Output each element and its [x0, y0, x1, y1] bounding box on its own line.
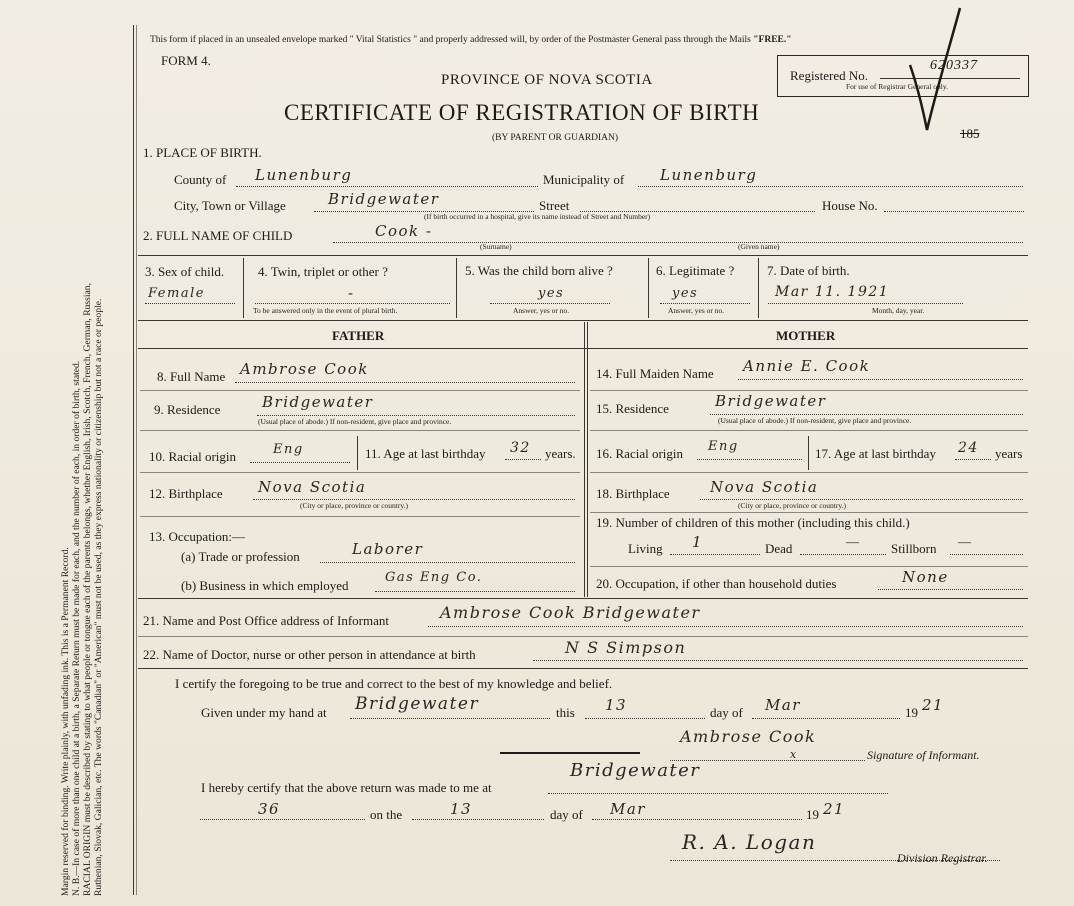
mother-birthplace-line: [700, 499, 1023, 500]
year-suffix: 21: [922, 696, 945, 714]
reg-month-value: Mar: [610, 800, 646, 818]
father-occupation-label: 13. Occupation:—: [149, 529, 246, 544]
father-residence-label: 9. Residence: [154, 402, 221, 417]
house-line: [884, 211, 1024, 212]
mother-residence-label: 15. Residence: [596, 401, 669, 416]
registered-value: 620337: [930, 58, 978, 73]
mother-heading: MOTHER: [776, 328, 836, 343]
father-birthplace-line: [253, 499, 575, 500]
dob-line: [768, 303, 963, 304]
father-age-unit: years.: [545, 446, 576, 461]
reg-number-value: 36: [258, 800, 281, 818]
row-3-top-rule: [138, 255, 1028, 256]
dead-label: Dead: [765, 541, 793, 556]
registrar-place-value: Bridgewater: [570, 760, 701, 781]
father-row-rule-1: [140, 390, 580, 391]
informant-mark-rule: [500, 752, 640, 754]
mother-birthplace-label: 18. Birthplace: [596, 486, 670, 501]
mother-racial-label: 16. Racial origin: [596, 446, 684, 461]
registrar-statement: I hereby certify that the above return was made to me at: [201, 780, 492, 795]
city-value: Bridgewater: [328, 190, 440, 208]
dob-label: 7. Date of birth.: [767, 263, 850, 278]
mother-racial-divider: [808, 436, 809, 470]
registrar-signature: R. A. Logan: [682, 830, 817, 854]
informant-label: 21. Name and Post Office address of Informant: [143, 613, 389, 628]
registrar-caption: Division Registrar.: [897, 851, 988, 865]
reg-year-prefix: 19: [806, 807, 819, 822]
mother-name-line: [738, 379, 1023, 380]
divider-4-5: [456, 258, 457, 318]
father-birthplace-value: Nova Scotia: [258, 478, 367, 496]
street-label: Street: [539, 198, 570, 213]
legitimate-caption: Answer, yes or no.: [668, 306, 725, 315]
living-value: 1: [692, 533, 704, 551]
father-business-line: [375, 591, 575, 592]
house-label: House No.: [822, 198, 878, 213]
binding-rule-2: [136, 25, 137, 895]
this-day-value: 13: [605, 696, 628, 714]
reg-number-line: [200, 819, 365, 820]
child-name-heading: 2. FULL NAME OF CHILD: [143, 228, 293, 243]
mother-birthplace-value: Nova Scotia: [710, 478, 819, 496]
municipality-value: Lunenburg: [660, 166, 758, 184]
father-name-label: 8. Full Name: [157, 369, 226, 384]
certify-statement: I certify the foregoing to be true and correct to the best of my knowledge and belief.: [175, 676, 613, 691]
dead-line: [800, 554, 886, 555]
binding-rule: [133, 25, 134, 895]
mother-residence-line: [710, 414, 1023, 415]
reg-day-of-label: day of: [550, 807, 583, 822]
informant-rule: [138, 636, 1028, 637]
father-birthplace-caption: (City or place, province or country.): [300, 501, 409, 510]
child-name-line: [333, 242, 1023, 243]
born-alive-caption: Answer, yes or no.: [513, 306, 570, 315]
mother-name-value: Annie E. Cook: [743, 357, 871, 375]
margin-line-2: N. B.—In case of more than one child at a birth, a Separate Return must be made for each, and the number of each, in order of birth, stated.: [71, 360, 82, 896]
mail-notice-free: "FREE.": [753, 35, 792, 45]
twin-line: [255, 303, 450, 304]
father-birthplace-label: 12. Birthplace: [149, 486, 223, 501]
father-name-line: [235, 382, 575, 383]
twin-caption: To be answered only in the event of plural birth.: [253, 306, 398, 315]
father-row-rule-3: [140, 472, 580, 473]
father-age-line: [505, 459, 541, 460]
informant-mark: x: [790, 748, 798, 761]
father-trade-label: (a) Trade or profession: [181, 549, 300, 564]
stillborn-line: [950, 554, 1023, 555]
informant-value: Ambrose Cook Bridgewater: [440, 603, 701, 622]
stillborn-value: —: [958, 534, 971, 549]
registrar-place-line: [548, 793, 888, 794]
row-3-bottom-rule: [138, 320, 1028, 321]
month-value: Mar: [765, 696, 801, 714]
father-row-rule-2: [140, 430, 580, 431]
father-age-label: 11. Age at last birthday: [365, 446, 486, 461]
father-racial-line: [250, 462, 350, 463]
informant-line: [428, 626, 1023, 627]
year-prefix: 19: [905, 705, 918, 720]
dob-value: Mar 11. 1921: [775, 284, 890, 300]
child-surname-value: Cook -: [375, 222, 433, 240]
parents-divider: [584, 322, 585, 597]
day-of-label: day of: [710, 705, 743, 720]
born-alive-line: [490, 303, 610, 304]
living-label: Living: [628, 541, 663, 556]
margin-line-1: Margin reserved for binding. Write plainly, with unfading ink. This is a Permanent Record.: [60, 547, 71, 896]
margin-line-4: Ruthenian, Slovak, Galician, etc. The words "Canadian" or "American" must not be used, as they express nationality or citizenship but not a race or people.: [93, 298, 104, 896]
father-trade-line: [320, 562, 575, 563]
this-label: this: [556, 705, 575, 720]
divider-5-6: [648, 258, 649, 318]
county-label: County of: [174, 172, 227, 187]
doctor-label: 22. Name of Doctor, nurse or other person in attendance at birth: [143, 647, 476, 662]
given-place-line: [350, 718, 550, 719]
surname-caption: (Surname): [480, 242, 512, 251]
mother-occupation-value: None: [902, 568, 949, 586]
mother-age-value: 24: [958, 440, 979, 456]
place-of-birth-heading: 1. PLACE OF BIRTH.: [143, 145, 262, 160]
father-name-value: Ambrose Cook: [240, 360, 369, 378]
dead-value: —: [846, 534, 859, 549]
reg-year-suffix: 21: [823, 800, 846, 818]
father-racial-divider: [357, 436, 358, 470]
sex-value: Female: [148, 286, 205, 301]
doctor-rule: [138, 668, 1028, 669]
given-label: Given under my hand at: [201, 705, 327, 720]
doctor-value: N S Simpson: [565, 638, 687, 657]
divider-3-4: [243, 258, 244, 318]
signature-caption: Signature of Informant.: [867, 748, 980, 762]
reg-month-line: [592, 819, 802, 820]
born-alive-label: 5. Was the child born alive ?: [465, 263, 613, 278]
given-place-value: Bridgewater: [355, 694, 480, 714]
father-trade-value: Laborer: [352, 540, 424, 558]
certificate-title: CERTIFICATE OF REGISTRATION OF BIRTH: [284, 100, 760, 125]
mother-age-unit: years: [995, 446, 1023, 461]
month-line: [752, 718, 900, 719]
father-racial-label: 10. Racial origin: [149, 449, 237, 464]
margin-line-3: RACIAL ORIGIN must be described by stating to what people or tongue each of the parents belongs, whether English, Irish, Scotch, French, German, Russian,: [82, 283, 93, 896]
parents-bottom-rule: [138, 598, 1028, 599]
twin-value: -: [348, 284, 355, 302]
mother-occupation-line: [878, 589, 1023, 590]
registered-label: Registered No.: [790, 68, 868, 83]
father-business-value: Gas Eng Co.: [385, 570, 483, 585]
mother-row-rule-3: [590, 472, 1028, 473]
mother-racial-value: Eng: [708, 439, 739, 454]
informant-signature: Ambrose Cook: [680, 727, 817, 746]
legitimate-line: [660, 303, 750, 304]
form-number: FORM 4.: [161, 53, 211, 68]
father-row-rule-4: [140, 516, 580, 517]
province-heading: PROVINCE OF NOVA SCOTIA: [441, 72, 653, 88]
legitimate-label: 6. Legitimate ?: [656, 263, 735, 278]
twin-label: 4. Twin, triplet or other ?: [258, 264, 388, 279]
county-line: [236, 186, 538, 187]
mother-age-line: [955, 459, 991, 460]
sex-line: [145, 303, 235, 304]
sex-label: 3. Sex of child.: [145, 264, 225, 279]
father-residence-value: Bridgewater: [262, 393, 374, 411]
father-business-label: (b) Business in which employed: [181, 578, 349, 593]
father-residence-caption: (Usual place of abode.) If non-resident, give place and province.: [258, 417, 452, 426]
father-racial-value: Eng: [273, 442, 304, 457]
mother-birthplace-caption: (City or place, province or country.): [738, 501, 847, 510]
living-line: [670, 554, 760, 555]
mother-age-label: 17. Age at last birthday: [815, 446, 936, 461]
margin-notes: [60, 16, 132, 896]
mail-notice-text: This form if placed in an unsealed envelope marked " Vital Statistics " and properly addressed will, by order of the Postmaster General pass through the Mails: [150, 35, 754, 45]
mother-row-rule-2: [590, 430, 1028, 431]
divider-6-7: [758, 258, 759, 318]
parents-divider-2: [587, 322, 588, 597]
check-mark-icon: [905, 5, 965, 135]
born-alive-value: yes: [538, 286, 565, 301]
mother-racial-line: [697, 459, 802, 460]
on-the-label: on the: [370, 807, 403, 822]
mother-residence-value: Bridgewater: [715, 392, 827, 410]
given-name-caption: (Given name): [738, 242, 780, 251]
this-day-line: [585, 718, 705, 719]
father-age-value: 32: [510, 440, 531, 456]
reg-day-value: 13: [450, 800, 473, 818]
father-residence-line: [257, 415, 575, 416]
stillborn-label: Stillborn: [891, 541, 937, 556]
mail-notice: [150, 35, 792, 45]
reg-day-line: [412, 819, 544, 820]
mother-residence-caption: (Usual place of abode.) If non-resident, give place and province.: [718, 416, 912, 425]
parents-heading-rule: [138, 348, 1028, 349]
struck-number: 185: [960, 126, 980, 141]
municipality-label: Municipality of: [543, 172, 625, 187]
registrar-use-note: For use of Registrar General only.: [846, 82, 948, 91]
certificate-subtitle: (BY PARENT OR GUARDIAN): [492, 133, 619, 143]
mother-name-label: 14. Full Maiden Name: [596, 366, 714, 381]
municipality-line: [638, 186, 1023, 187]
mother-row-rule-5: [590, 566, 1028, 567]
father-heading: FATHER: [332, 328, 385, 343]
hospital-note: (If birth occurred in a hospital, give its name instead of Street and Number): [424, 212, 651, 221]
city-label: City, Town or Village: [174, 198, 286, 213]
county-value: Lunenburg: [255, 166, 353, 184]
mother-occupation-label: 20. Occupation, if other than household duties: [596, 576, 837, 591]
doctor-line: [533, 660, 1023, 661]
dob-caption: Month, day, year.: [872, 306, 925, 315]
mother-row-rule-1: [590, 390, 1028, 391]
mother-row-rule-4: [590, 512, 1028, 513]
legitimate-value: yes: [672, 286, 699, 301]
mother-children-label: 19. Number of children of this mother (including this child.): [596, 515, 910, 530]
